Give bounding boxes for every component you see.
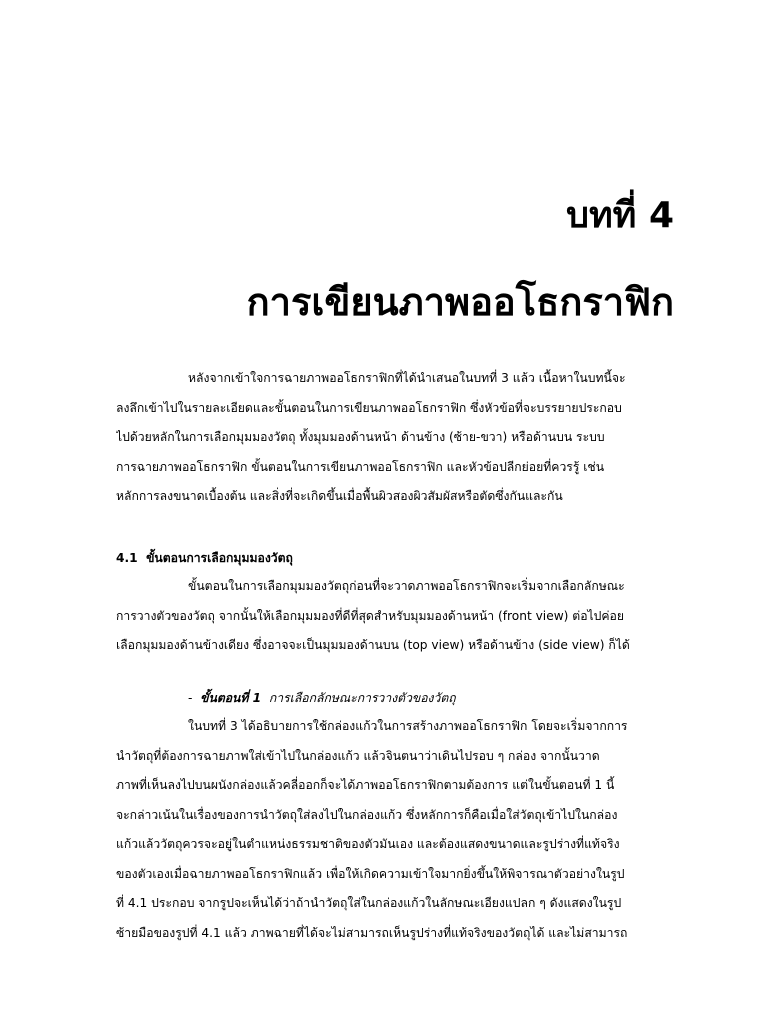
section-paragraph [116, 572, 676, 661]
step-paragraph [116, 712, 676, 948]
step-bullet: - [188, 691, 193, 705]
paragraph-line: การวางตัวของวัตถุ จากนั้นให้เลือกมุมมองที่ดีที่สุดสำหรับมุมมองด้านหน้า (front view) ต่อไปค่อย [116, 608, 625, 623]
section-number: 4.1 [116, 551, 138, 565]
section-heading [116, 544, 293, 574]
paragraph-line: ไปด้วยหลักในการเลือกมุมมองวัตถุ ทั้งมุมมองด้านหน้า ด้านข้าง (ซ้าย-ขวา) หรือด้านบน ระบบ [116, 430, 605, 444]
paragraph-line: เลือกมุมมองด้านข้างเดียง ซึ่งอาจจะเป็นมุมมองด้านบน (top view) หรือด้านข้าง (side view) ก็ได้ [116, 638, 630, 652]
section-title: ขั้นตอนการเลือกมุมมองวัตถุ [146, 551, 293, 565]
paragraph-line: ที่ 4.1 ประกอบ จากรูปจะเห็นได้ว่าถ้านำวัตถุใส่ในกล่องแก้วในลักษณะเอียงแปลก ๆ ดังแสดงในรูป [116, 896, 622, 910]
step-heading [188, 684, 456, 714]
paragraph-line: จะกล่าวเน้นในเรื่องของการนำวัตถุใส่ลงไปในกล่องแก้ว ซึ่งหลักการก็คือเมื่อใส่วัตถุเข้าไปในกล่อง [116, 807, 618, 822]
chapter-number: บทที่ 4 [566, 195, 674, 236]
paragraph-line: ภาพที่เห็นลงไปบนผนังกล่องแล้วคลี่ออกก็จะได้ภาพออโธกราฟิกตามต้องการ แต่ในขั้นตอนที่ 1 นี้ [116, 778, 615, 792]
step-label: ขั้นตอนที่ 1 [200, 691, 262, 705]
step-title: การเลือกลักษณะการวางตัวของวัตถุ [268, 691, 456, 705]
chapter-title: การเขียนภาพออโธกราฟิก [246, 280, 674, 324]
paragraph-line: ซ้ายมือของรูปที่ 4.1 แล้ว ภาพฉายที่ได้จะไม่สามารถเห็นรูปร่างที่แท้จริงของวัตถุได้ และไม่สามารถ [116, 925, 628, 940]
paragraph-line: การฉายภาพออโธกราฟิก ขั้นตอนในการเขียนภาพออโธกราฟิก และหัวข้อปลีกย่อยที่ควรรู้ เช่น [116, 459, 605, 474]
paragraph-line: ลงลึกเข้าไปในรายละเอียดและขั้นตอนในการเขียนภาพออโธกราฟิก ซึ่งหัวข้อที่จะบรรยายประกอบ [116, 400, 622, 415]
paragraph-line: นำวัตถุที่ต้องการฉายภาพใส่เข้าไปในกล่องแก้ว แล้วจินตนาว่าเดินไปรอบ ๆ กล่อง จากนั้นวาด [116, 748, 600, 763]
paragraph-line: ของตัวเองเมื่อฉายภาพออโธกราฟิกแล้ว เพื่อให้เกิดความเข้าใจมากยิ่งขึ้นให้พิจารณาตัวอย่างในรูป [116, 866, 625, 881]
paragraph-line: ในบทที่ 3 ได้อธิบายการใช้กล่องแก้วในการสร้างภาพออโธกราฟิก โดยจะเริ่มจากการ [188, 719, 628, 733]
intro-paragraph [116, 364, 676, 512]
paragraph-line: หลักการลงขนาดเบื้องต้น และสิ่งที่จะเกิดขึ้นเมื่อพื้นผิวสองผิวสัมผัสหรือตัดซึ่งกันและกัน [116, 489, 563, 503]
paragraph-line: แก้วแล้ววัตถุควรจะอยู่ในตำแหน่งธรรมชาติของตัวมันเอง และต้องแสดงขนาดและรูปร่างที่แท้จริง [116, 837, 620, 851]
paragraph-line: หลังจากเข้าใจการฉายภาพออโธกราฟิกที่ได้นำเสนอในบทที่ 3 แล้ว เนื้อหาในบทนี้จะ [188, 371, 626, 385]
paragraph-line: ขั้นตอนในการเลือกมุมมองวัตถุก่อนที่จะวาดภาพออโธกราฟิกจะเริ่มจากเลือกลักษณะ [188, 579, 625, 593]
